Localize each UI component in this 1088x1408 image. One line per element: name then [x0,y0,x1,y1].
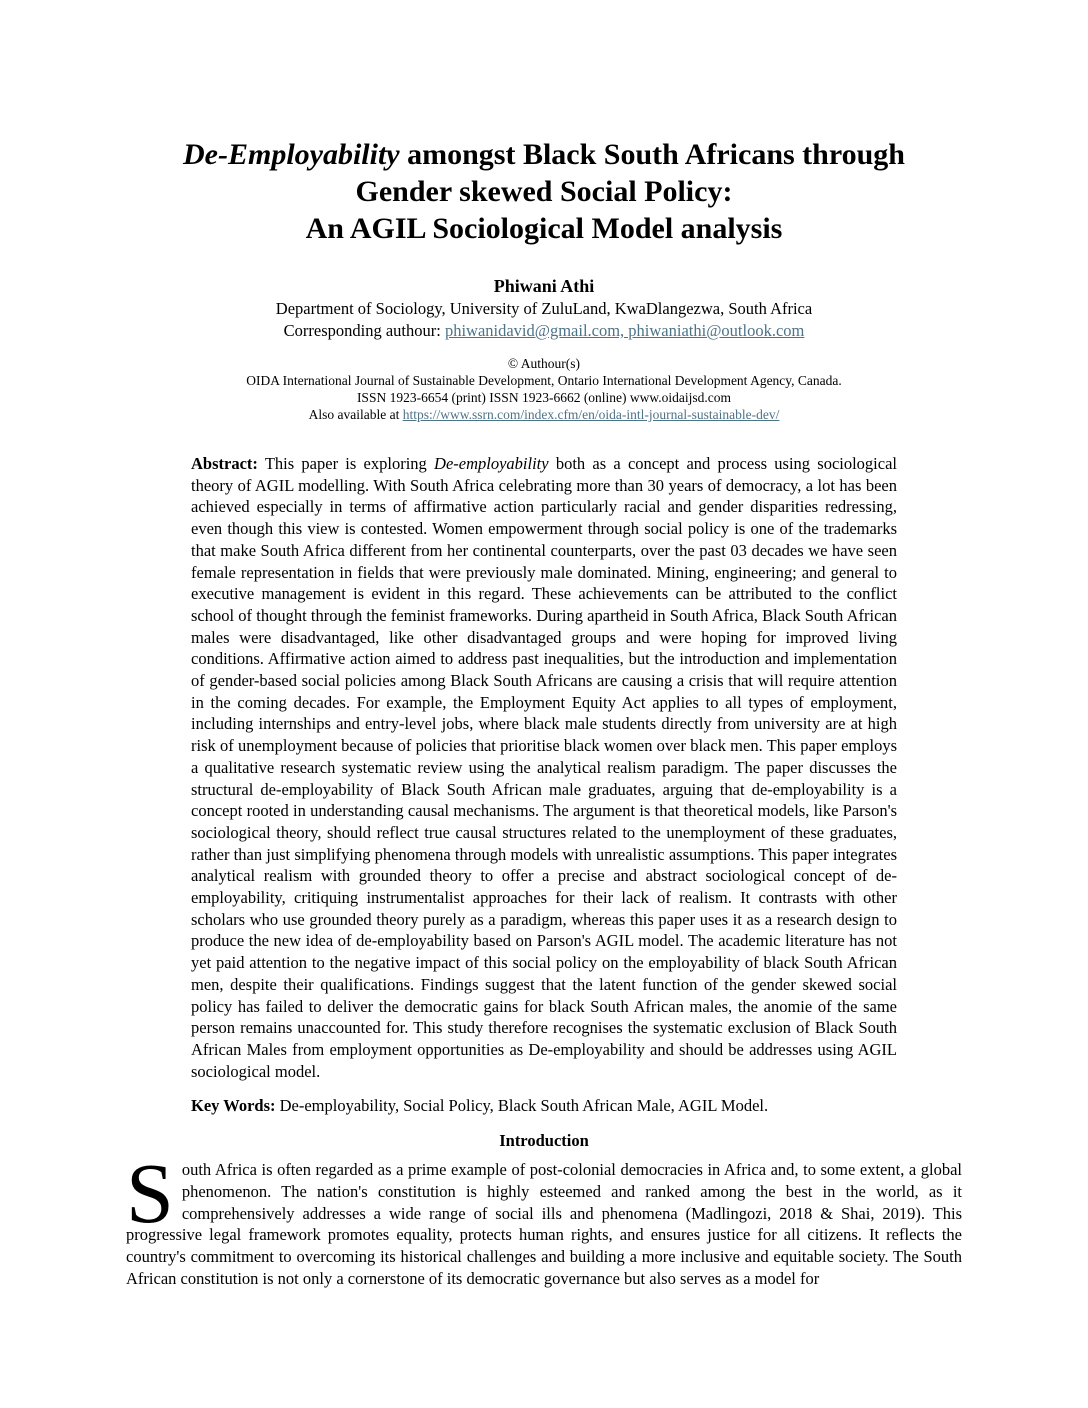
abstract-label: Abstract: [191,454,258,473]
author-affiliation: Department of Sociology, University of ZuluLand, KwaDlangezwa, South Africa [275,299,813,318]
author-name: Phiwani Athi [493,276,595,296]
corresponding-author-line [0,320,1088,342]
journal-line: OIDA International Journal of Sustainable Development, Ontario International Development Agency, Canada. [246,373,842,388]
abstract-body-text: both as a concept and process using sociological theory of AGIL modelling. With South Africa celebrating more than 30 years of democracy, a lot has been achieved especially in terms of affirmative action particularly racial and gender disparities redressing, even though this view is contested. Women empowerment through social policy is one of the trademarks that make South Africa different from her continental counterparts, over the past 03 decades we have seen female representation in fields that were previously male dominated. Mining, engineering; and general to executive management is evident in this regard. These achievements can be attributed to the conflict school of thought through the feminist frameworks. During apartheid in South Africa, Black South African males were disadvantaged, like other disadvantaged groups and were hoping for improved living conditions. Affirmative action aimed to address past inequalities, but the introduction and implementation of gender-based social policies among Black South Africans are causing a crisis that will require attention in the coming decades. For example, the Employment Equity Act applies to all types of employment, including internships and entry-level jobs, where black male students directly from university are at high risk of unemployment because of policies that prioritise black women over black men. This paper employs a qualitative research systematic review using the analytical realism paradigm. The paper discusses the structural de-employability of Black South African male graduates, arguing that de-employability is a concept rooted in understanding causal mechanisms. The argument is that theoretical models, like Parson's sociological theory, should reflect true causal structures related to the unemployment of these graduates, rather than just simplifying phenomena through models with unrealistic assumptions. This paper integrates analytical realism with grounded theory to offer a precise and abstract sociological concept of de-employability, critiquing instrumentalist approaches for their lack of realism. It contrasts with other scholars who use grounded theory purely as a paradigm, whereas this paper uses it as a research design to produce the new idea of de-employability based on Parson's AGIL model. The academic literature has not yet paid attention to the negative impact of this social policy on the employability of black South African men, despite their qualifications. Findings suggest that the latent function of the gender skewed social policy has failed to deliver the democratic gains for black South African males, the anomie of the same person remains unaccounted for. This study therefore recognises the systematic exclusion of Black South African Males from employment opportunities as De-employability and should be addresses using AGIL sociological model. [191,454,897,1081]
abstract-intro-text: This paper is exploring [257,454,435,473]
dropcap-letter: S [126,1145,174,1242]
paper-title-line1-rest: amongst Black South Africans through [399,138,905,171]
keywords-text: De-employability, Social Policy, Black South African Male, AGIL Model. [275,1096,769,1116]
paper-title-line1 [0,136,1088,173]
copyright-line: © Authour(s) [507,356,581,371]
abstract-italic-term: De-employability [434,454,549,473]
availability-line [0,406,1088,423]
paper-title-italic-term: De-Employability [183,138,400,171]
paper-title-line3: An AGIL Sociological Model analysis [305,212,783,245]
abstract-paragraph [191,453,897,1082]
keywords-label: Key Words: [191,1096,276,1116]
introduction-text: outh Africa is often regarded as a prime example of post-colonial democracies in Africa and, to some extent, a global phenomenon. The nation's constitution is highly esteemed and ranked among the best in the world, as it comprehensively addresses a wide range of social ills and phenomena (Madlingozi, 2018 & Shai, 2019). This progressive legal framework promotes equality, protects human rights, and ensures justice for all citizens. It reflects the country's commitment to overcoming its historical challenges and building a more inclusive and equitable society. The South African constitution is not only a cornerstone of its democratic governance but also serves as a model for [126,1160,962,1288]
ssrn-journal-link[interactable]: https://www.ssrn.com/index.cfm/en/oida-intl-journal-sustainable-dev/ [402,407,780,422]
paper-title-line2: Gender skewed Social Policy: [355,175,733,208]
paper-title [0,136,1088,247]
introduction-paragraph [126,1145,962,1289]
author-block [0,275,1088,342]
corresponding-author-label: Corresponding authour: [283,321,445,340]
availability-label: Also available at [308,407,403,422]
publisher-block [0,355,1088,423]
issn-line: ISSN 1923-6654 (print) ISSN 1923-6662 (online) www.oidaijsd.com [356,390,732,405]
author-email-links[interactable]: phiwanidavid@gmail.com, phiwaniathi@outlook.com [444,321,805,340]
keywords-line [191,1095,897,1117]
introduction-heading: Introduction [499,1131,589,1151]
